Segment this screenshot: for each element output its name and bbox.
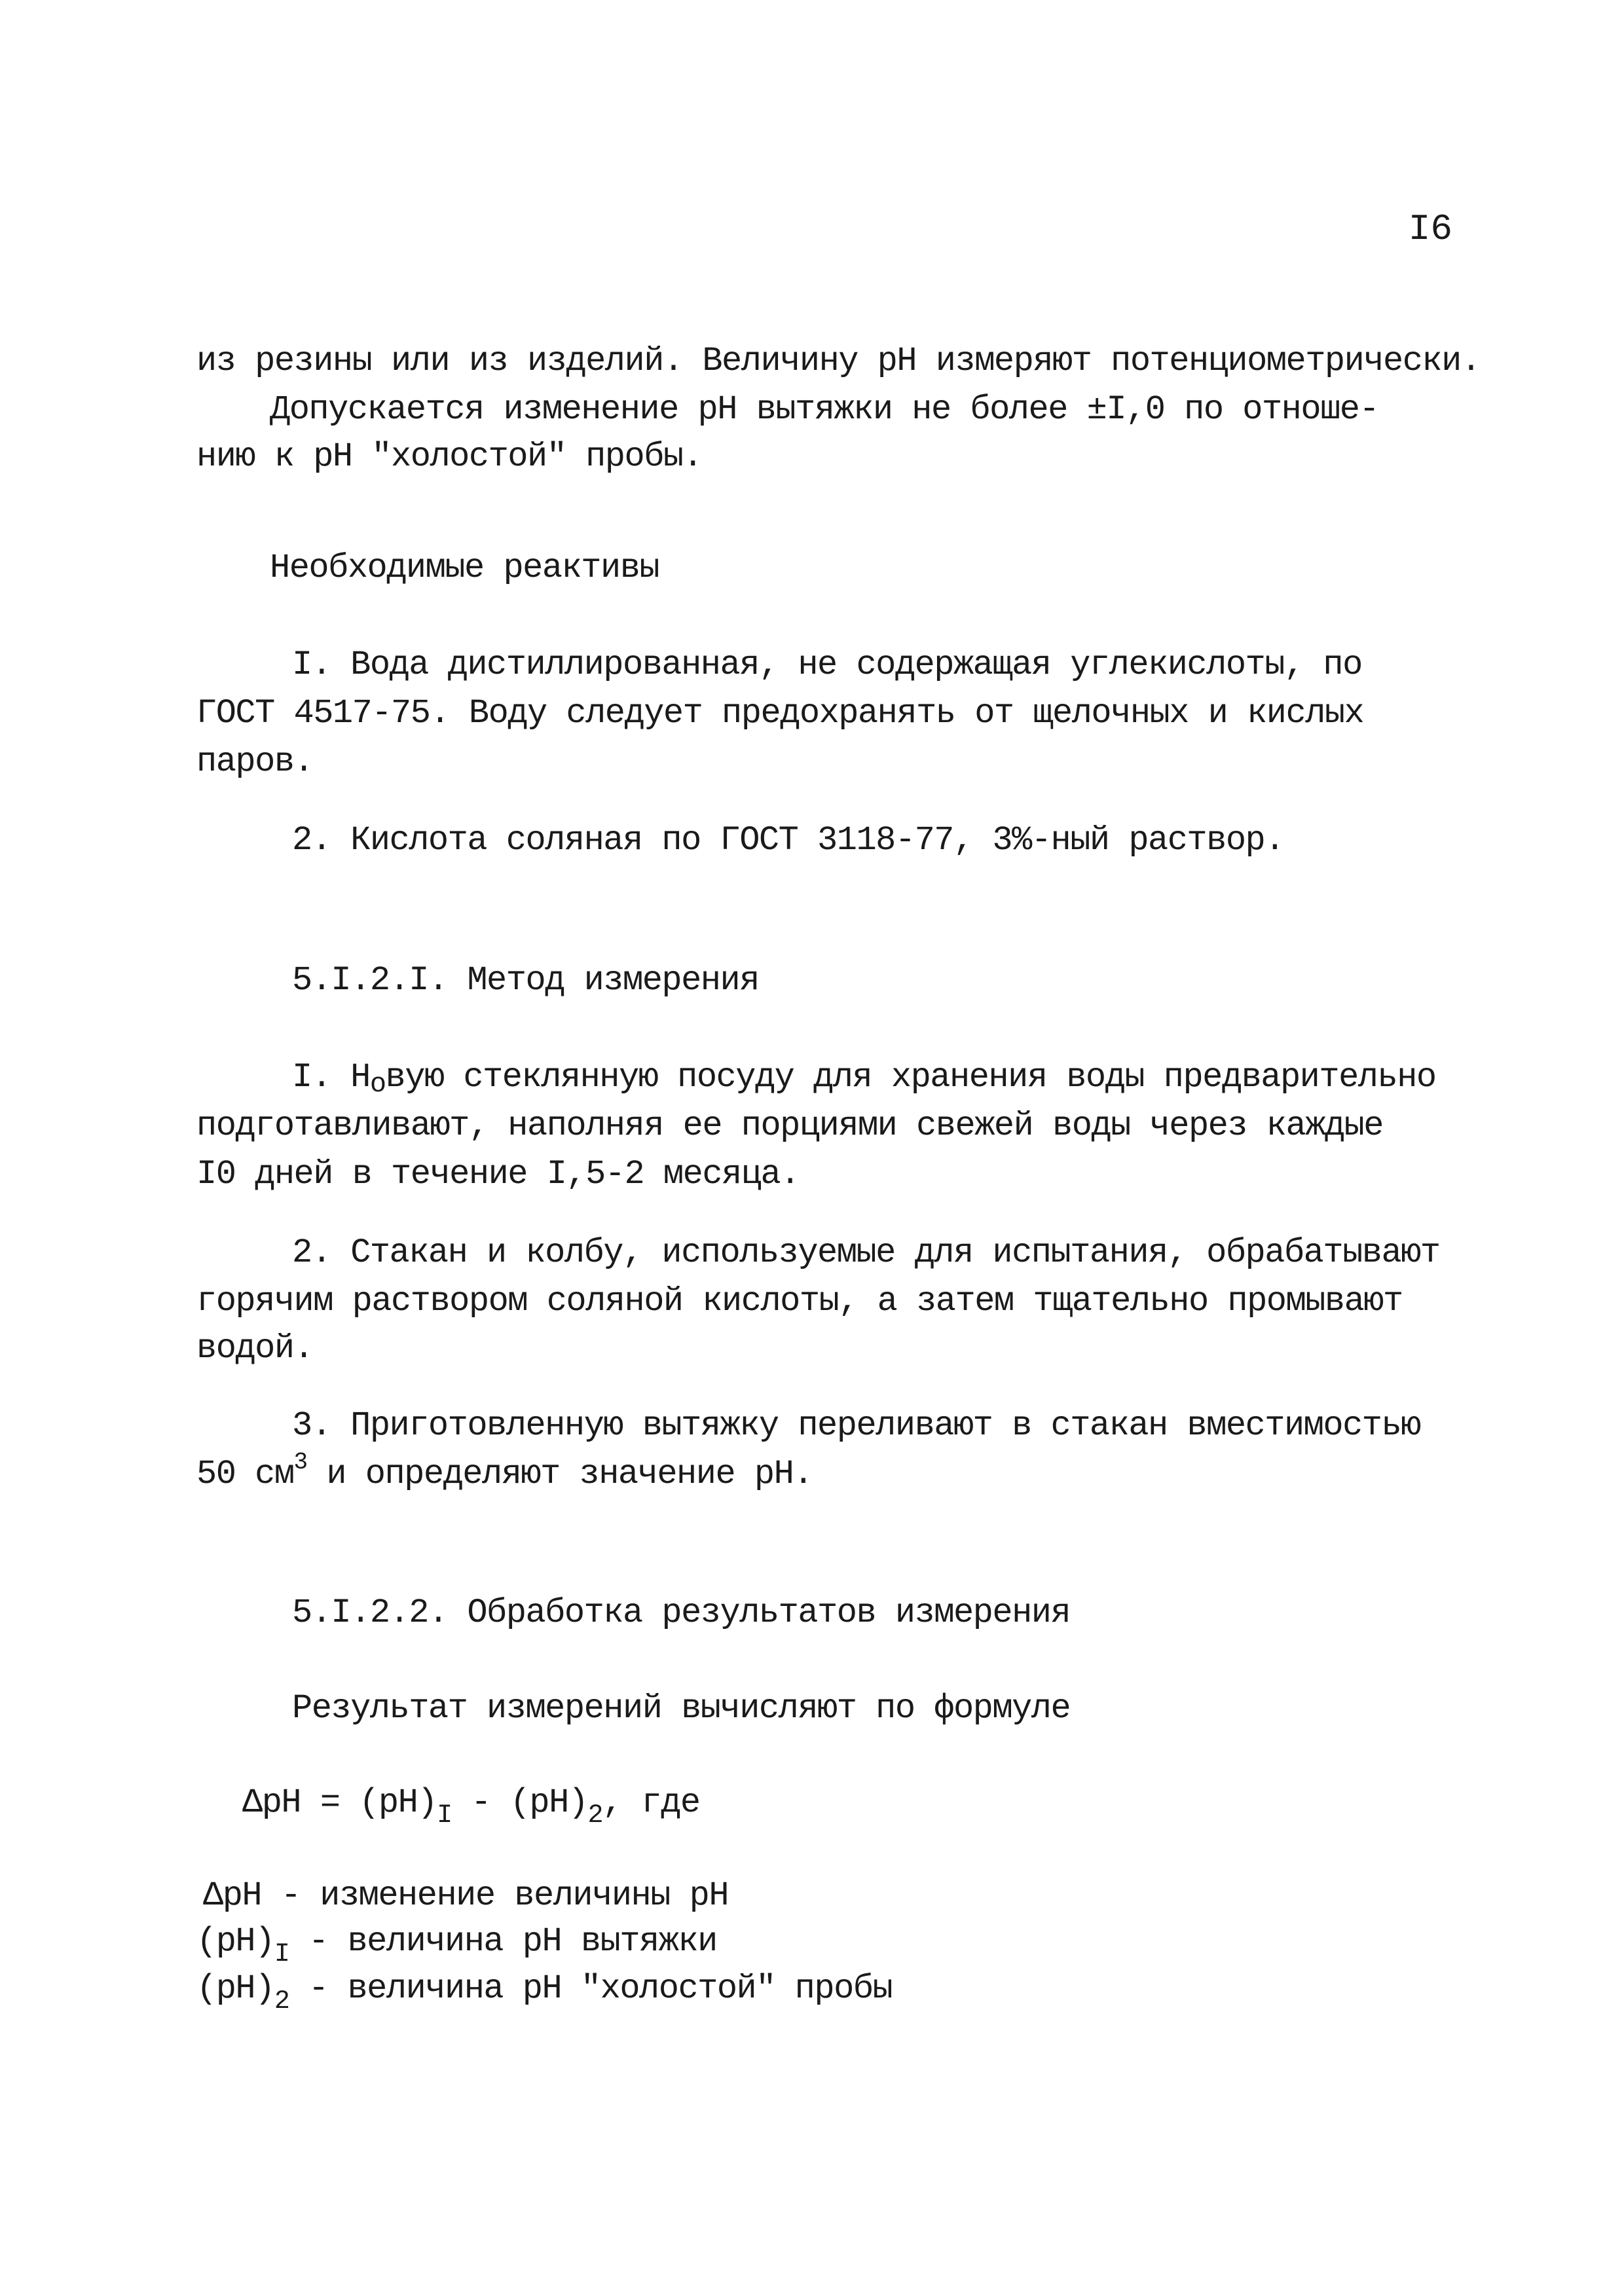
section-heading-reagents: Необходимые реактивы [270, 549, 659, 587]
method-step: подготавливают, наполняя ее порциями свежей воды через каждые [196, 1106, 1384, 1145]
section-heading-method: 5.I.2.I. Метод измерения [292, 961, 759, 1000]
reagent-item: I. Вода дистиллированная, не содержащая углекислоты, по [292, 646, 1362, 684]
section-heading-processing: 5.I.2.2. Обработка результатов измерения [292, 1594, 1071, 1632]
plus-minus-value: ±I,0 [1086, 390, 1165, 429]
method-step: I0 дней в течение I,5-2 месяца. [196, 1155, 800, 1194]
reagent-item: паров. [196, 742, 314, 781]
method-step: горячим раствором соляной кислоты, а затем тщательно промывают [196, 1282, 1403, 1321]
paragraph-line: нию к pH "холостой" пробы. [196, 437, 703, 476]
reagent-item: 2. Кислота соляная по ГОСТ 3118-77, 3%-ный раствор. [292, 821, 1284, 860]
definition-line: ΔpH - изменение величины pH [203, 1876, 729, 1915]
method-step: 2. Стакан и колбу, используемые для испытания, обрабатывают [292, 1233, 1440, 1272]
method-step: 50 $см^3$ и определяют значение pH. [196, 1449, 813, 1493]
reagent-item: ГОСТ 4517-75. Воду следует предохранять от щелочных и кислых [196, 694, 1364, 733]
definition-line: $(pH)_2$ - величина pH "холостой" пробы [196, 1969, 893, 2016]
paragraph-line: из резины или из изделий. Величину pH измеряют потенциометрически. [196, 342, 1481, 380]
method-step: 3. Приготовленную вытяжку переливают в стакан вместимостью [292, 1406, 1420, 1445]
page-number: I6 [1408, 208, 1452, 250]
formula: $\Delta pH = (pH)_I - (pH)_2$, где [242, 1783, 700, 1831]
method-step: водой. [196, 1329, 314, 1368]
method-step: I. Новую стеклянную посуду для хранения воды предварительно [292, 1058, 1436, 1100]
definition-line: $(pH)_I$ - величина pH вытяжки [196, 1922, 717, 1969]
formula-intro: Результат измерений вычисляют по формуле [292, 1689, 1071, 1728]
paragraph-line: Допускается изменение pH вытяжки не более ±I,0 по отноше- [270, 390, 1379, 429]
